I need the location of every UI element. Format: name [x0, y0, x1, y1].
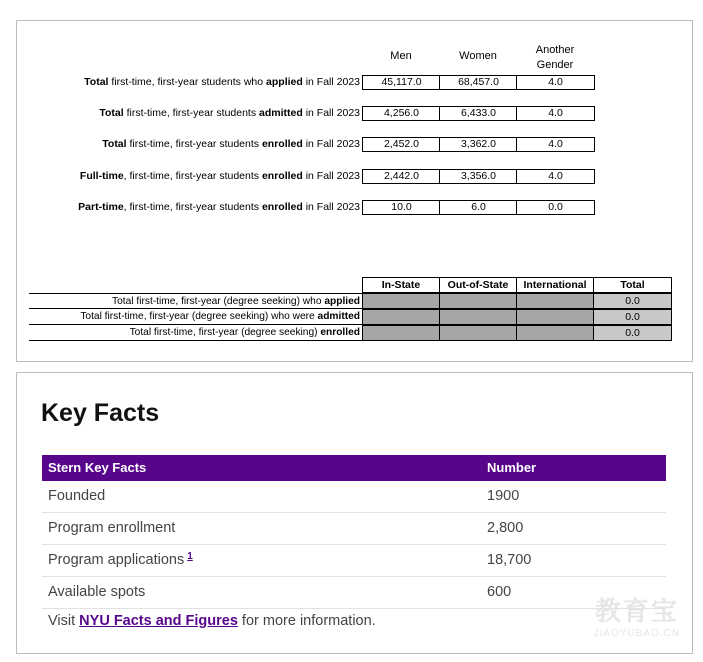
value-cell: 4.0 [516, 169, 595, 184]
nyu-facts-link[interactable]: NYU Facts and Figures [79, 613, 238, 629]
value-cell: 4,256.0 [362, 106, 441, 121]
row-label: Part-time, first-time, first-year students enrolled in Fall 2023 [78, 201, 360, 213]
residency-row [29, 293, 673, 309]
col-header: Another Gender [535, 44, 575, 71]
row-label: Total first-time, first-year students admitted in Fall 2023 [99, 107, 360, 119]
residency-row [29, 325, 673, 341]
residency-total-cell: 0.0 [593, 309, 672, 325]
residency-cell [439, 325, 517, 341]
row-label: Total first-time, first-year students enrolled in Fall 2023 [102, 138, 360, 150]
key-facts-title: Key Facts [41, 399, 160, 427]
watermark-domain: JIAOYUBAO.CN [593, 628, 680, 639]
residency-col-header: International [516, 277, 594, 293]
admissions-data-panel [16, 20, 693, 362]
key-fact-label: Available spots [48, 584, 146, 600]
row-label: Full-time, first-time, first-year students enrolled in Fall 2023 [79, 170, 360, 182]
residency-col-header: Total [593, 277, 672, 293]
key-fact-row [42, 513, 666, 545]
value-cell: 4.0 [516, 106, 595, 121]
key-facts-header [42, 455, 666, 481]
residency-row-label: Total first-time, first-year (degree seeking) who applied [29, 293, 363, 309]
value-cell: 10.0 [362, 200, 441, 215]
value-cell: 6,433.0 [439, 106, 518, 121]
key-fact-label: Program enrollment [48, 520, 176, 536]
key-fact-row [42, 545, 666, 577]
residency-cell [516, 325, 594, 341]
key-facts-panel [16, 372, 693, 654]
residency-row-label: Total first-time, first-year (degree seeking) who were admitted [29, 309, 363, 325]
row-label: Total first-time, first-year students who applied in Fall 2023 [84, 76, 360, 88]
value-cell: 3,356.0 [439, 169, 518, 184]
key-fact-value: 18,700 [487, 552, 532, 568]
key-fact-label: Program applications $^1$ [48, 551, 193, 568]
key-fact-value: 1900 [487, 488, 520, 504]
residency-cell [362, 309, 440, 325]
col-header: Men [390, 50, 412, 62]
value-cell: 4.0 [516, 75, 595, 90]
value-cell: 45,117.0 [362, 75, 441, 90]
residency-total-cell: 0.0 [593, 293, 672, 309]
visit-suffix: for more information. [237, 613, 376, 629]
header-stern-key-facts: Stern Key Facts [48, 460, 147, 475]
value-cell: 2,452.0 [362, 137, 441, 152]
residency-total-cell: 0.0 [593, 325, 672, 341]
value-cell: 68,457.0 [439, 75, 518, 90]
value-cell: 6.0 [439, 200, 518, 215]
visit-line [48, 613, 376, 629]
residency-cell [439, 293, 517, 309]
value-cell: 2,442.0 [362, 169, 441, 184]
watermark-logo [594, 591, 680, 639]
key-fact-label: Founded [48, 488, 106, 504]
residency-cell [362, 325, 440, 341]
residency-cell [439, 309, 517, 325]
key-fact-row [42, 481, 666, 513]
header-number: Number [487, 460, 537, 475]
key-fact-value: 600 [487, 584, 512, 600]
residency-cell [516, 293, 594, 309]
value-cell: 3,362.0 [439, 137, 518, 152]
residency-col-header: Out-of-State [439, 277, 517, 293]
value-cell: 4.0 [516, 137, 595, 152]
watermark-text: 教育宝 [594, 596, 679, 626]
residency-row-label: Total first-time, first-year (degree seeking) enrolled [29, 325, 363, 341]
key-facts-table [42, 455, 666, 609]
value-cell: 0.0 [516, 200, 595, 215]
key-fact-row [42, 577, 666, 609]
visit-prefix: Visit [48, 613, 80, 629]
col-header: Women [459, 50, 497, 62]
residency-row [29, 309, 673, 325]
residency-col-header: In-State [362, 277, 440, 293]
key-fact-value: 2,800 [487, 520, 524, 536]
residency-cell [362, 293, 440, 309]
footnote-link[interactable]: 1 [187, 551, 193, 562]
residency-cell [516, 309, 594, 325]
